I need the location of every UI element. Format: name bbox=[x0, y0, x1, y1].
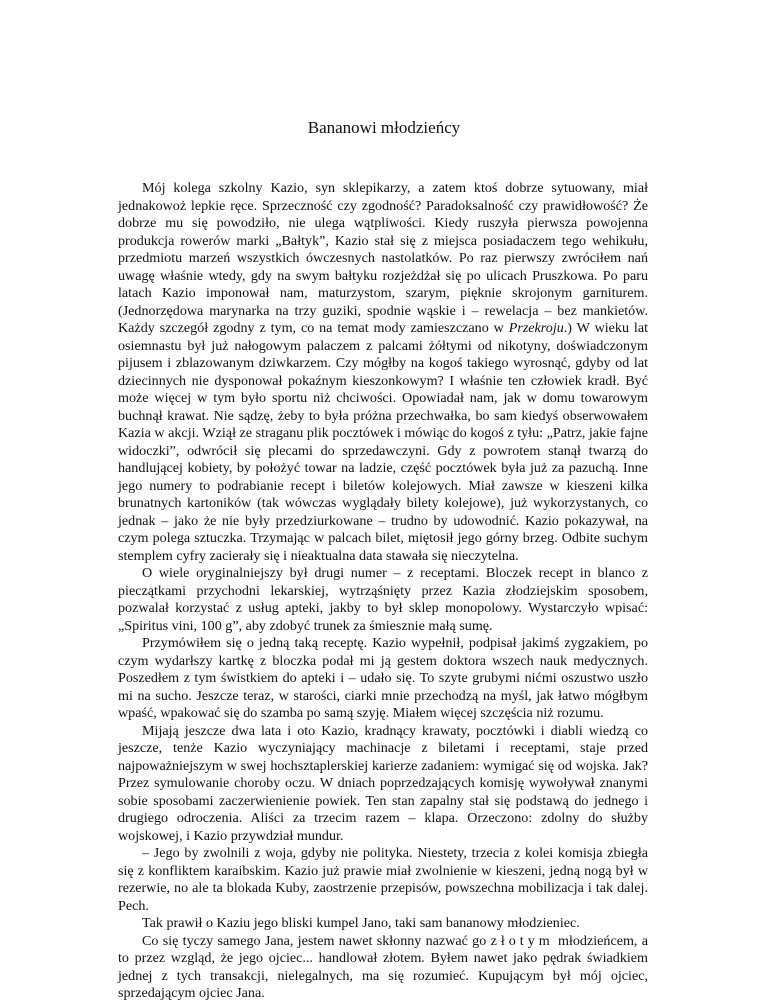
paragraph-1 bbox=[118, 180, 648, 565]
paragraph-6: Tak prawił o Kaziu jego bliski kumpel Jano, taki sam bananowy młodzieniec. bbox=[142, 915, 580, 931]
paragraph-7 bbox=[118, 933, 648, 1003]
paragraph-1-text-before: Mój kolega szkolny Kazio, syn sklepikarzy, a zatem ktoś dobrze sytuowany, miał jednakowoż lepkie ręce. Sprzeczność czy zgodność? Paradoksalność czy prawidłowość? Że dobrze mu się powodziło, nie ulega wątpliwości. Kiedy ruszyła pierwsza powojenna produkcja rowerów marki „Bałtyk”, Kazio stał się z miejsca posiadaczem tego wehikułu, przedmiotu marzeń wszystkich ówczesnych nastolatków. Po raz pierwszy zwróciłem nań uwagę właśnie wtedy, gdy na swym bałtyku rozjeżdżał się po ulicach Pruszkowa. Po paru latach Kazio imponował nam, maturzystom, szarym, pięknie skrojonym garniturem. (Jednorzędowa marynarka na trzy guziki, spodnie wąskie i – rewelacja – bez mankietów. Każdy szczegół zgodny z tym, co na temat mody zamieszczano w bbox=[118, 180, 648, 336]
paragraph-7-text-before: Co się tyczy samego Jana, jestem nawet skłonny nazwać go bbox=[142, 932, 491, 949]
document-body bbox=[118, 180, 648, 1003]
paragraph-2: O wiele oryginalniejszy był drugi numer – z receptami. Bloczek recept in blanco z pieczątkami przychodni lekarskiej, wytrząśnięty przez Kazia złodziejskim sposobem, pozwalał korzystać z usług apteki, jakby to był sklep monopolowy. Wystarczyło wpisać: „Spiritus vini, 100 g”, aby zdobyć trunek za śmiesznie małą sumę. bbox=[118, 565, 648, 634]
paragraph-1-text-after: .) W wieku lat osiemnastu był już nałogowym palaczem z palcami żółtymi od nikotyny, doświadczonym pijusem i zblazowanym dziwkarzem. Czy mógłby na kogoś takiego wyrosnąć, gdyby od lat dziecinnych nie dysponował pokaźnym kieszonkowym? I właśnie ten człowiek kradł. Być może więcej w tym było sportu niż chciwości. Opowiadał nam, jak w domu towarowym buchnął krawat. Nie sądzę, żeby to była próżna przechwałka, bo sam kiedyś obserwowałem Kazia w akcji. Wziął ze straganu plik pocztówek i mówiąc do kogoś z tyłu: „Patrz, jakie fajne widoczki”, odwrócił się plecami do sprzedawczyni. Gdy z powrotem stanął twarzą do handlującej kobiety, by położyć towar na ladzie, część pocztówek była już za pazuchą. Inne jego numery to podrabianie recept i biletów kolejowych. Miał zawsze w kieszeni kilka brunatnych kartoników (tak wówczas wyglądały bilety kolejowe), już wykorzystanych, co jednak – jako że nie były przedziurkowane – trudno by udowodnić. Kazio pokazywał, na czym polega sztuczka. Trzymając w palcach bilet, miętosił jego górny brzeg. Odbite suchym stemplem cyfry zacierały się i nieaktualna data stawała się nieczytelna. bbox=[118, 320, 648, 564]
paragraph-4: Mijają jeszcze dwa lata i oto Kazio, kradnący krawaty, pocztówki i diabli wiedzą co jeszcze, tenże Kazio wyczyniający machinacje z biletami i receptami, staje przed najpoważniejszym w swej hochsztaplerskiej karierze zadaniem: wymigać się od wojska. Jak? Przez symulowanie choroby oczu. W dniach poprzedzających komisję wywoływał znanymi sobie sposobami zaczerwienienie powiek. Ten stan zapalny stał się podstawą do jednego i drugiego odroczenia. Aliści za trzecim razem – klapa. Orzeczono: zdolny do służby wojskowej, i Kazio przywdział mundur. bbox=[118, 722, 648, 844]
paragraph-5: – Jego by zwolnili z woja, gdyby nie polityka. Niestety, trzecia z kolei komisja zbiegła się z konfliktem karaibskim. Kazio już prawie miał zwolnienie w kieszeni, jedną nogą był w rezerwie, no ale ta blokada Kuby, zaostrzenie przepisów, powszechna mobilizacja i tak dalej. Pech. bbox=[118, 845, 648, 914]
document-title: Bananowi młodzieńcy bbox=[307, 118, 461, 137]
spaced-word: złotym bbox=[490, 932, 554, 949]
paragraph-7-text-after: młodzieńcem, a to przez wzgląd, że jego ojciec... handlował złotem. Byłem nawet jako pędrak świadkiem jednej z tych transakcji, nielegalnych, ma się rozumieć. Kupującym był mój ojciec, sprzedającym ojciec Jana. bbox=[118, 932, 648, 1001]
magazine-title-emphasis: Przekroju bbox=[508, 320, 564, 336]
paragraph-3: Przymówiłem się o jedną taką receptę. Kazio wypełnił, podpisał jakimś zygzakiem, po czym wydarłszy kartkę z bloczka podał mi ją gestem doktora wszech nauk medycznych. Poszedłem z tym świstkiem do apteki i – udało się. To szyte grubymi nićmi oszustwo uszło mi na sucho. Jeszcze teraz, w starości, ciarki mnie przechodzą na myśl, jak łatwo mógłbym wpaść, wpakować się do szamba po samą szyję. Miałem więcej szczęścia niż rozumu. bbox=[118, 635, 648, 721]
